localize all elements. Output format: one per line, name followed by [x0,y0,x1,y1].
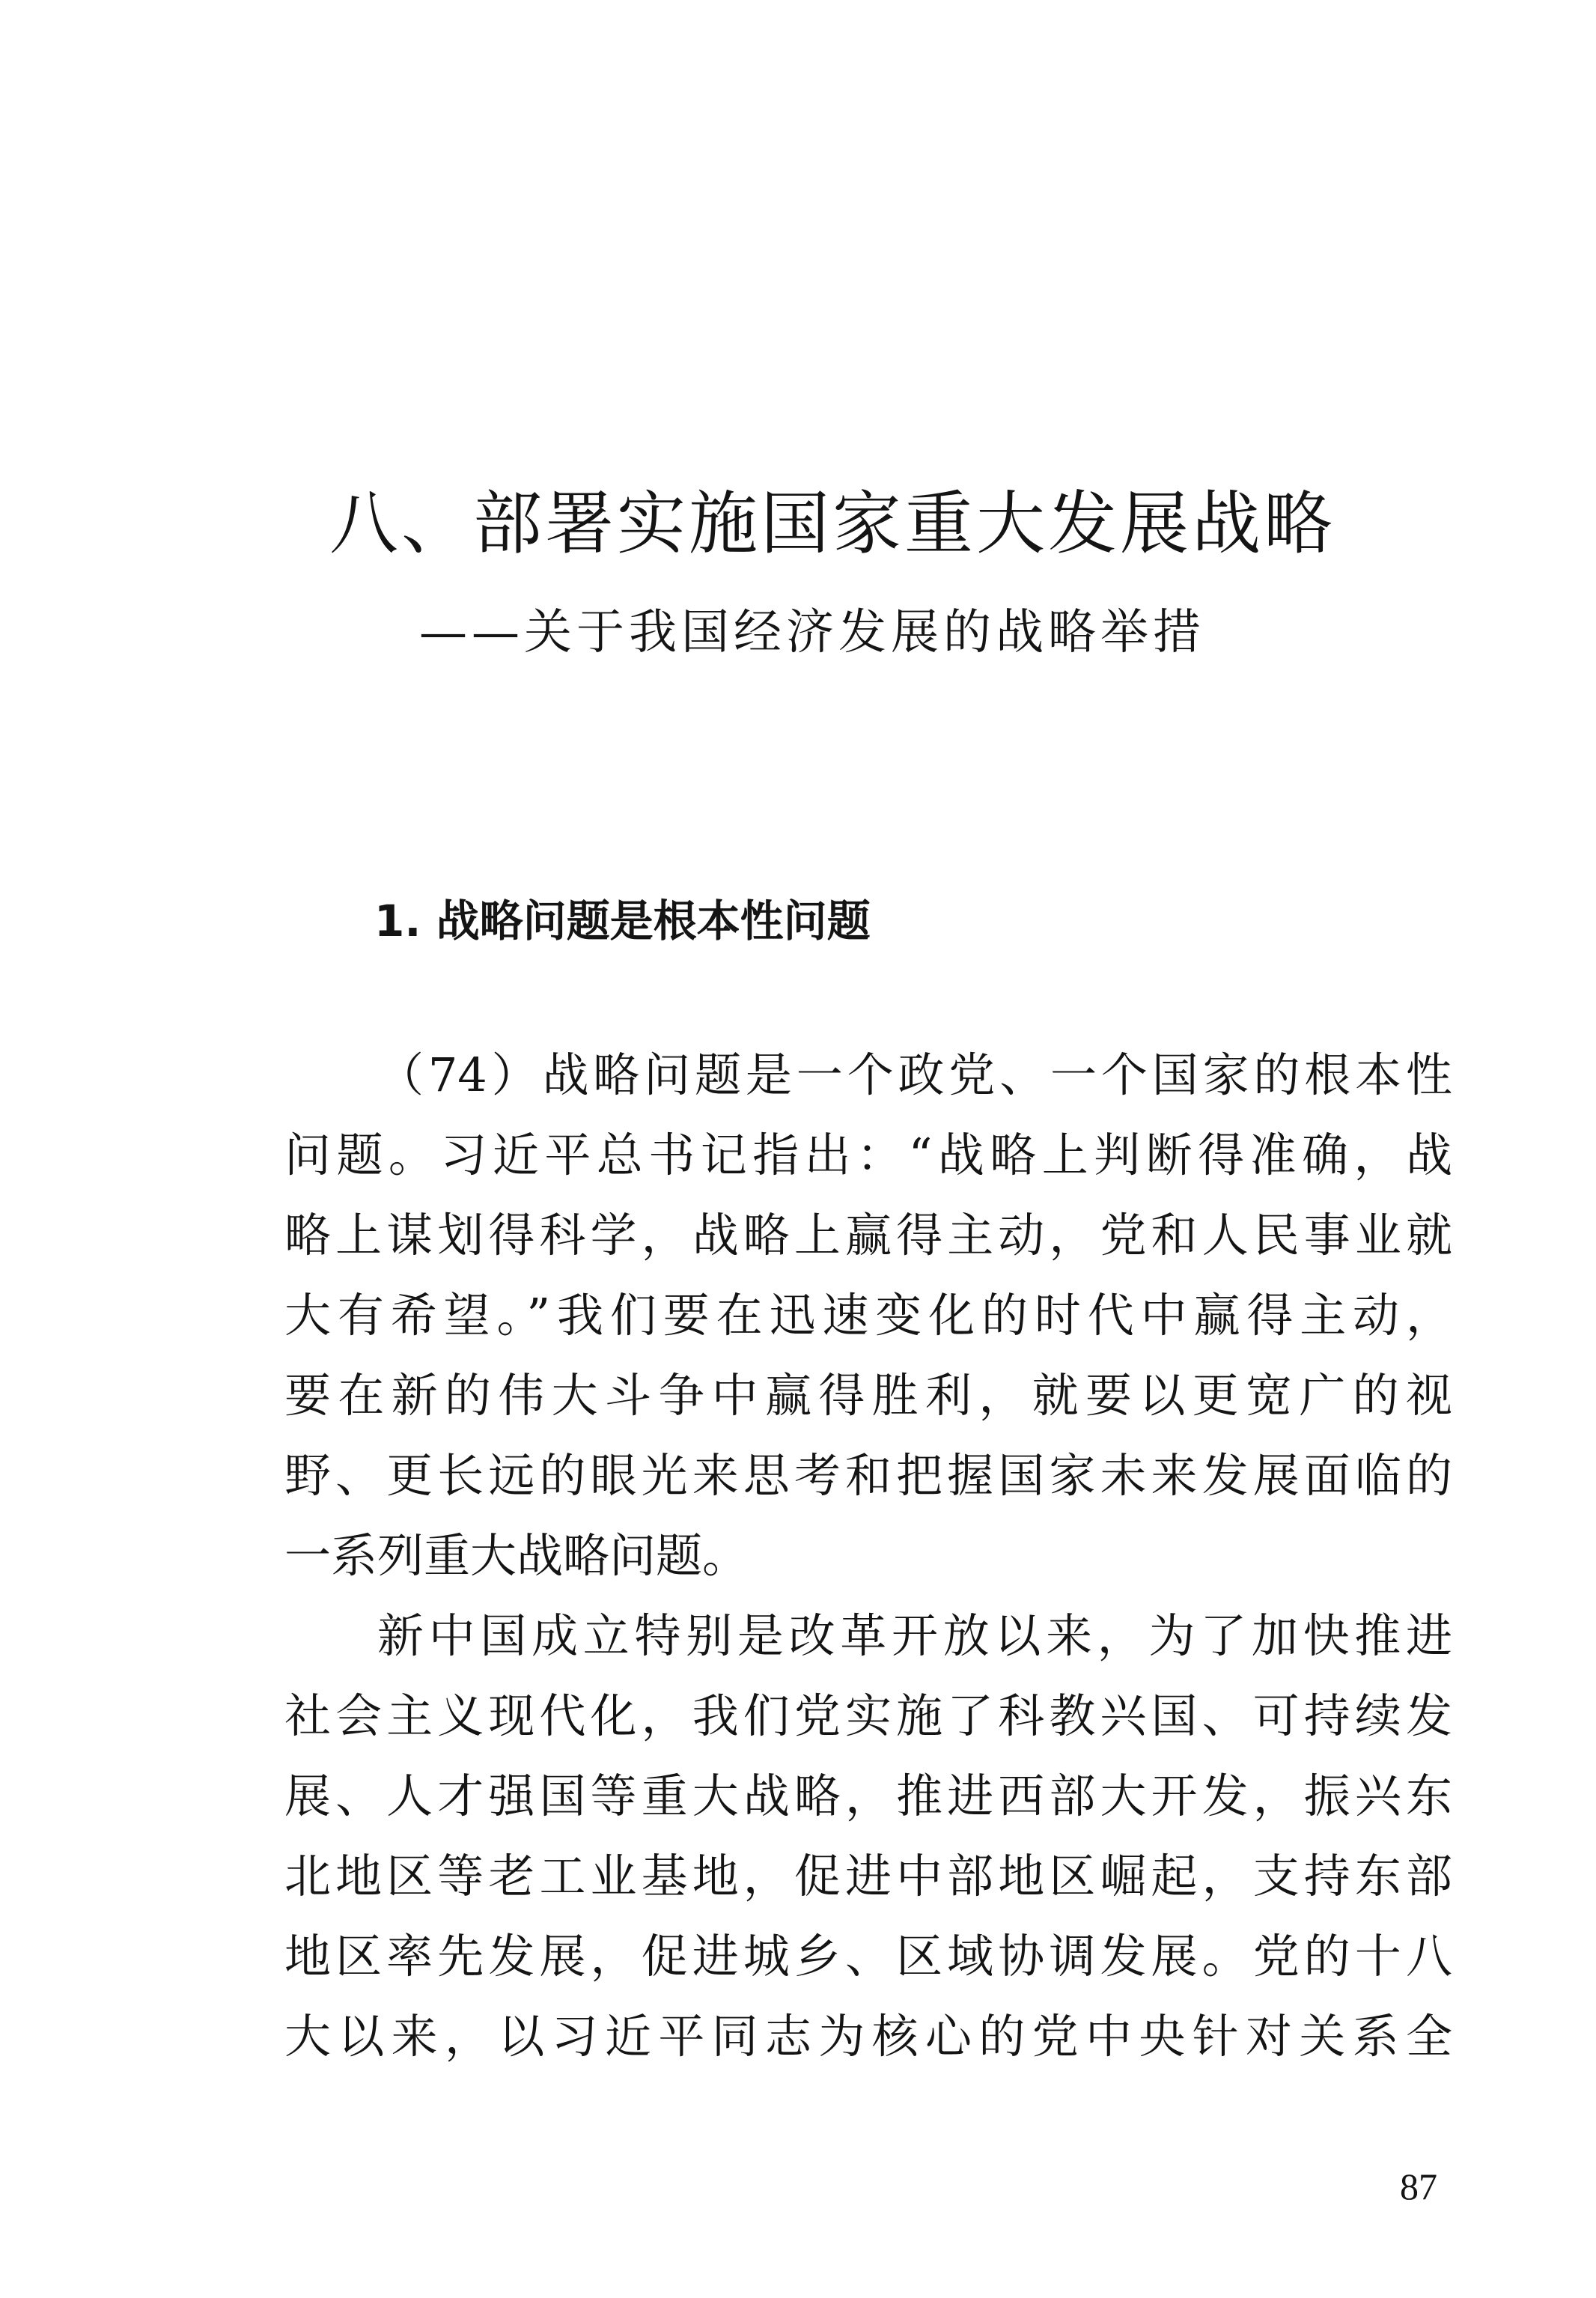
body-text [284,1035,1452,2076]
page-number: 87 [1400,2165,1437,2207]
chapter-title: 八、部署实施国家重大发展战略 [329,484,1336,564]
text-line: 问题。习近平总书记指出：“战略上判断得准确，战 [284,1128,1452,1182]
text-line: 一系列重大战略问题。 [284,1528,749,1583]
text-line: （74）战略问题是一个政党、一个国家的根本性 [377,1048,1452,1102]
paragraph-74 [284,1035,1452,1596]
text-line: 要在新的伟大斗争中赢得胜利，就要以更宽广的视 [284,1368,1452,1423]
text-line: 略上谋划得科学，战略上赢得主动，党和人民事业就 [284,1208,1452,1262]
text-line: 大以来，以习近平同志为核心的党中央针对关系全 [284,2009,1452,2064]
text-line: 展、人才强国等重大战略，推进西部大开发，振兴东 [284,1769,1452,1823]
paragraph-2 [284,1596,1452,2076]
text-line: 新中国成立特别是改革开放以来，为了加快推进 [377,1608,1452,1663]
text-line: 社会主义现代化，我们党实施了科教兴国、可持续发 [284,1688,1452,1743]
text-line: 大有希望。”我们要在迅速变化的时代中赢得主动， [284,1288,1452,1343]
text-line: 地区率先发展，促进城乡、区域协调发展。党的十八 [284,1929,1452,1984]
section-heading: 1. 战略问题是根本性问题 [374,896,871,946]
text-line: 野、更长远的眼光来思考和把握国家未来发展面临的 [284,1448,1452,1503]
text-line: 北地区等老工业基地，促进中部地区崛起，支持东部 [284,1849,1452,1903]
chapter-subtitle: ——关于我国经济发展的战略举措 [419,605,1205,660]
